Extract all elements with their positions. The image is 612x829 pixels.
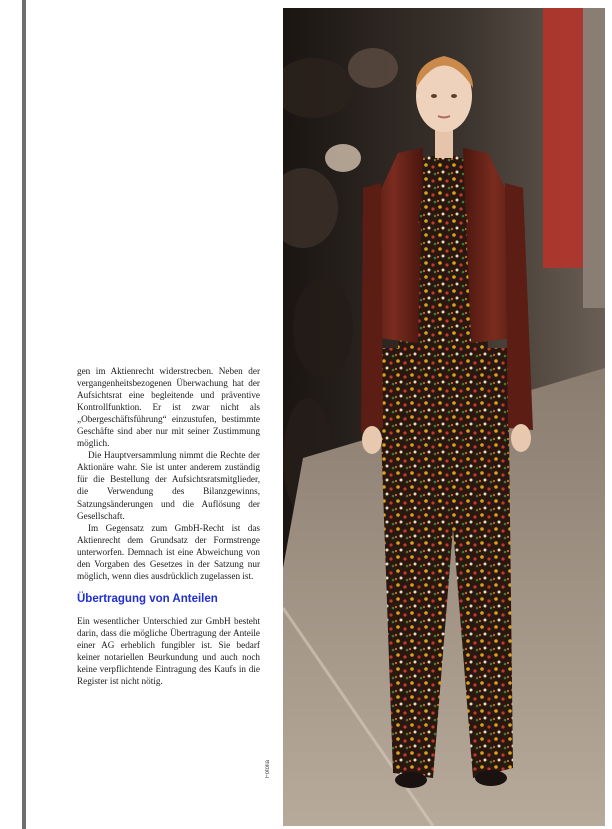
- article-paragraph-2: Die Hauptversammlung nimmt die Rechte der Aktionäre wahr. Sie ist unter anderem zuständig für die Bestellung der Aufsichtsratsmitglieder, die Verwendung des Bilanzgewinns, Satzungsänderungen und die Auflösung der Gesellschaft.: [77, 450, 260, 521]
- photo-credit: Fotolia: [265, 759, 271, 778]
- article-paragraph-1: gen im Aktienrecht widerstrecben. Neben der vergangenheitsbezogenen Überwachung hat der Aufsichtsrat eine begleitende und präventive Kontrollfunktion. Er ist zwar nicht als „Obergeschäftsführung“ einzustufen, bestimmte Geschäfte sind aber nur mit seiner Zustimmung möglich.: [77, 366, 260, 449]
- page-spine-shadow: [22, 0, 26, 829]
- article-column: [77, 365, 260, 687]
- section-heading: Übertragung von Anteilen: [77, 592, 218, 605]
- runway-photo: [283, 8, 605, 826]
- article-paragraph-4: Ein wesentlicher Unterschied zur GmbH besteht darin, dass die mögliche Übertragung der Anteile einer AG erheblich fungibler ist. Sie bedarf keiner notariellen Beurkundung und auch noch keine verpflichtende Eintragung des Kaufs in die Register ist nicht nötig.: [77, 615, 260, 687]
- article-paragraph-3: Im Gegensatz zum GmbH-Recht ist das Aktienrecht dem Grundsatz der Formstrenge unterworfen. Demnach ist eine Abweichung von den Vorgaben des Gesetzes in der Satzung nur möglich, wenn dies ausdrücklich zugelassen ist.: [77, 522, 260, 581]
